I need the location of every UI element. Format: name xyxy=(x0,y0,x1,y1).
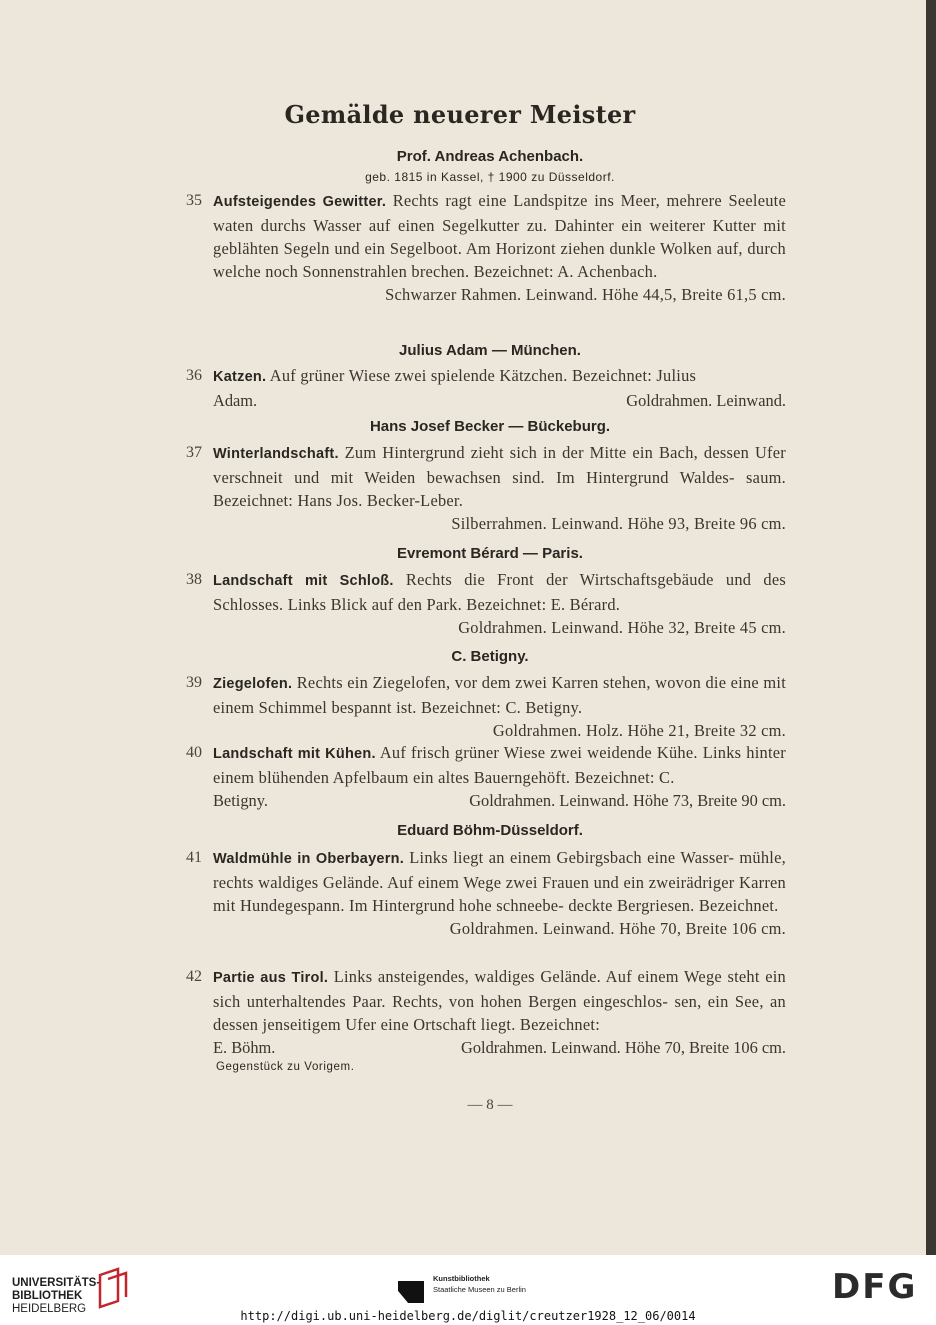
catalog-entry-36 xyxy=(186,364,786,412)
entry-frame: Schwarzer Rahmen. Leinwand. Höhe 44,5, Breite 61,5 cm. xyxy=(385,285,786,304)
entry-number: 38 xyxy=(186,571,202,588)
entry-description: Auf grüner Wiese zwei spielende Kätzchen. Bezeichnet: Julius xyxy=(266,366,697,385)
catalog-entry-38 xyxy=(186,568,786,639)
entry-description: Rechts die Front der Wirtschaftsgebäude und des Schlosses. Links Blick auf den Park. Bezeichnet: E. Bérard. xyxy=(213,570,787,614)
artist-heading: Hans Josef Becker — Bückeburg. xyxy=(369,418,611,435)
entry-description: Links ansteigendes, waldiges Gelände. Auf einem Wege steht ein sich unterhaltendes Paar. Rechts, von hohen Bergen eingeschlos- sen, ein See, an dessen jenseitigem Ufer eine Ortschaft liegt. Bezeichnet: xyxy=(213,967,786,1034)
entry-remark: Gegenstück zu Vorigem. xyxy=(216,1061,355,1073)
kunstbibliothek-label: Kunstbibliothek Staatliche Museen zu Berlin xyxy=(433,1274,526,1294)
entry-frame: Goldrahmen. Holz. Höhe 21, Breite 32 cm. xyxy=(492,721,786,740)
page-number: — 8 — xyxy=(467,1097,513,1113)
entry-number: 41 xyxy=(186,849,202,866)
entry-frame: Goldrahmen. Leinwand. xyxy=(626,391,786,410)
entry-title: Aufsteigendes Gewitter. xyxy=(213,194,387,210)
entry-number: 37 xyxy=(186,444,202,461)
catalog-entry-42 xyxy=(186,965,786,1073)
entry-signature: Betigny. xyxy=(213,791,268,810)
entry-number: 36 xyxy=(186,367,202,384)
entry-title: Winterlandschaft. xyxy=(213,446,339,462)
page-title: Gemälde neuerer Meister xyxy=(284,100,636,129)
entry-number: 42 xyxy=(186,968,202,985)
catalog-entry-41 xyxy=(186,846,786,940)
kunstbibliothek-logo-icon xyxy=(398,1277,426,1305)
source-url[interactable]: http://digi.ub.uni-heidelberg.de/diglit/creutzer1928_12_06/0014 xyxy=(240,1309,696,1323)
artist-heading: Evremont Bérard — Paris. xyxy=(397,545,583,562)
artist-heading: C. Betigny. xyxy=(451,648,529,665)
entry-description: Auf frisch grüner Wiese zwei weidende Kühe. Links hinter einem blühenden Apfelbaum ein altes Bauerngehöft. Bezeichnet: C. xyxy=(213,743,786,787)
entry-description: Rechts ragt eine Landspitze ins Meer, mehrere Seeleute waten durchs Wasser auf einen Segelkutter zu. Dahinter ein weiterer Kutter mit geblähten Segeln und ein Segelboot. Am Horizont ziehen dunkle Wolken auf, durch welche noch Sonnenstrahlen brechen. Bezeichnet: A. Achenbach. xyxy=(213,191,786,281)
digitization-footer xyxy=(0,1255,936,1325)
entry-frame: Goldrahmen. Leinwand. Höhe 70, Breite 106 cm. xyxy=(449,919,786,938)
entry-frame: Goldrahmen. Leinwand. Höhe 32, Breite 45 cm. xyxy=(458,618,786,637)
entry-number: 39 xyxy=(186,674,202,691)
entry-title: Landschaft mit Schloß. xyxy=(213,573,394,589)
entry-description: Rechts ein Ziegelofen, vor dem zwei Karren stehen, wovon die eine mit einem Schimmel bespannt ist. Bezeichnet: C. Betigny. xyxy=(213,673,786,717)
catalog-entry-37 xyxy=(186,441,786,535)
artist-bio: geb. 1815 in Kassel, † 1900 zu Düsseldorf. xyxy=(365,170,615,184)
entry-signature: Adam. xyxy=(213,391,258,410)
catalog-entry-35 xyxy=(186,189,786,306)
entry-frame: Silberrahmen. Leinwand. Höhe 93, Breite 96 cm. xyxy=(451,514,786,533)
entry-title: Landschaft mit Kühen. xyxy=(213,746,376,762)
entry-number: 40 xyxy=(186,744,202,761)
entry-frame: Goldrahmen. Leinwand. Höhe 73, Breite 90 cm. xyxy=(469,791,786,810)
university-library-logo-icon xyxy=(96,1267,130,1309)
entry-description: Links liegt an einem Gebirgsbach eine Wasser- mühle, rechts waldiges Gelände. Auf einem Wege zwei Frauen und ein zweirädriger Karren mit Hundegespann. Im Hintergrund hohe schneebe- deckte Bergriesen. Bezeichnet. xyxy=(213,848,786,915)
university-library-label: UNIVERSITÄTS- BIBLIOTHEK HEIDELBERG xyxy=(12,1277,101,1315)
entry-number: 35 xyxy=(186,192,202,209)
artist-heading: Prof. Andreas Achenbach. xyxy=(396,148,584,165)
entry-title: Ziegelofen. xyxy=(213,676,293,692)
entry-title: Waldmühle in Oberbayern. xyxy=(213,851,404,867)
catalog-entry-39 xyxy=(186,671,786,742)
catalog-entry-40 xyxy=(186,741,786,812)
dfg-logo: DFG xyxy=(832,1267,918,1307)
artist-heading: Julius Adam — München. xyxy=(399,342,581,359)
entry-frame: Goldrahmen. Leinwand. Höhe 70, Breite 106 cm. xyxy=(461,1038,786,1057)
artist-heading: Eduard Böhm-Düsseldorf. xyxy=(397,822,583,839)
entry-description: Zum Hintergrund zieht sich in der Mitte ein Bach, dessen Ufer verschneit und mit Weiden bewachsen sind. Im Hintergrund Waldes- saum. Bezeichnet: Hans Jos. Becker-Leber. xyxy=(213,443,786,510)
entry-title: Katzen. xyxy=(213,369,267,385)
entry-title: Partie aus Tirol. xyxy=(213,970,329,986)
entry-signature: E. Böhm. xyxy=(213,1038,276,1057)
